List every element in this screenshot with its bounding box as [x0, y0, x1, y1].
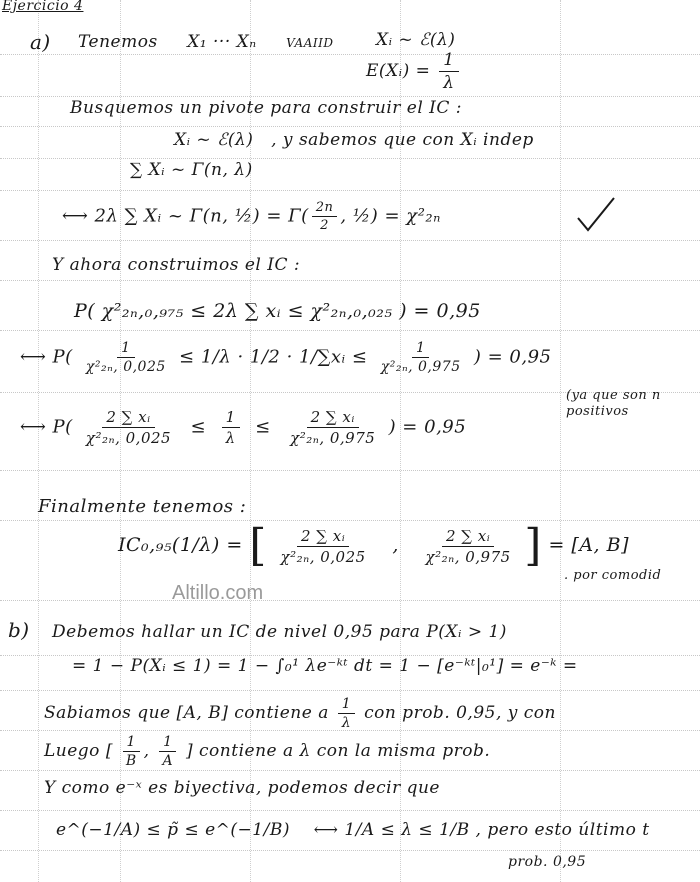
part-b-line-2: = 1 − P(Xᵢ ≤ 1) = 1 − ∫₀¹ λe⁻ᵏᵗ dt = 1 − [e⁻ᵏᵗ|₀¹] = e⁻ᵏ =	[72, 656, 578, 676]
finally-intro: Finalmente tenemos :	[38, 496, 247, 517]
part-b-line-1: Debemos hallar un IC de nivel 0,95 para P(Xᵢ > 1)	[52, 622, 507, 642]
pivot-intro: Busquemos un pivote para construir el IC :	[70, 98, 463, 118]
confidence-interval: IC₀,₉₅(1/λ) = [ $\frac{\text{2 ∑ xᵢ}}{\text{χ²₂ₙ, 0,025}}$ , $\frac{\text{2 ∑ xᵢ}}{\text{χ²₂ₙ, 0,975}}$ ] = [A, B]	[118, 520, 630, 571]
probability-line-3: ⟷ P( $\frac{\text{2 ∑ xᵢ}}{\text{χ²₂ₙ, 0,025}}$ ≤ $\frac{1}{\lambda}$ ≤ $\frac{\text{2 ∑ xᵢ}}{\text{χ²₂ₙ, 0,975}}$ ) = 0,95	[20, 408, 467, 447]
pivot-line-1: Xᵢ ~ ℰ(λ) , y sabemos que con Xᵢ indep	[174, 130, 534, 150]
checkmark-icon	[576, 196, 616, 236]
construct-intro: Y ahora construimos el IC :	[52, 255, 301, 275]
mean-formula: E(Xᵢ) = $\frac{1}{\lambda}$	[366, 50, 462, 93]
part-b-line-6: e^(−1/A) ≤ p̃ ≤ e^(−1/B) ⟷ 1/A ≤ λ ≤ 1/B , pero esto último t	[56, 820, 650, 840]
distribution-line: Xᵢ ~ ℰ(λ)	[376, 30, 456, 50]
part-b-line-4: Luego [ $\frac{1}{B}$ , $\frac{1}{A}$ ] contiene a λ con la misma prob.	[44, 734, 491, 769]
pivot-line-2: ∑ Xᵢ ~ Γ(n, λ)	[130, 160, 253, 180]
probability-line-1: P( χ²₂ₙ,₀,₉₇₅ ≤ 2λ ∑ xᵢ ≤ χ²₂ₙ,₀,₀₂₅ ) = 0,95	[74, 300, 481, 322]
convenience-note: . por comodid	[564, 568, 662, 583]
part-b-line-7: prob. 0,95	[508, 854, 587, 870]
part-b-line-5: Y como e⁻ˣ es biyectiva, podemos decir que	[44, 778, 440, 798]
probability-line-2: ⟷ P( $\frac{1}{\text{χ²₂ₙ, 0,025}}$ ≤ 1/λ · 1/2 · 1/∑xᵢ ≤ $\frac{1}{\text{χ²₂ₙ, 0,975}}$ ) = 0,95	[20, 340, 552, 375]
part-b-label: b)	[8, 618, 30, 642]
givens-line: Tenemos X₁ ··· Xₙ VAAIID	[78, 32, 334, 52]
watermark: Altillo.com	[172, 582, 264, 604]
pivot-line-3: ⟷ 2λ ∑ Xᵢ ~ Γ(n, ½) = Γ( $\frac{2n}{2}$ , ½) = χ²₂ₙ	[62, 200, 441, 233]
page-title: Ejercicio 4	[2, 0, 84, 14]
positive-note: (ya que son n positivos	[566, 388, 661, 419]
part-b-line-3: Sabiamos que [A, B] contiene a $\frac{1}{\lambda}$ con prob. 0,95, y con	[44, 696, 556, 731]
part-a-label: a)	[30, 30, 51, 54]
